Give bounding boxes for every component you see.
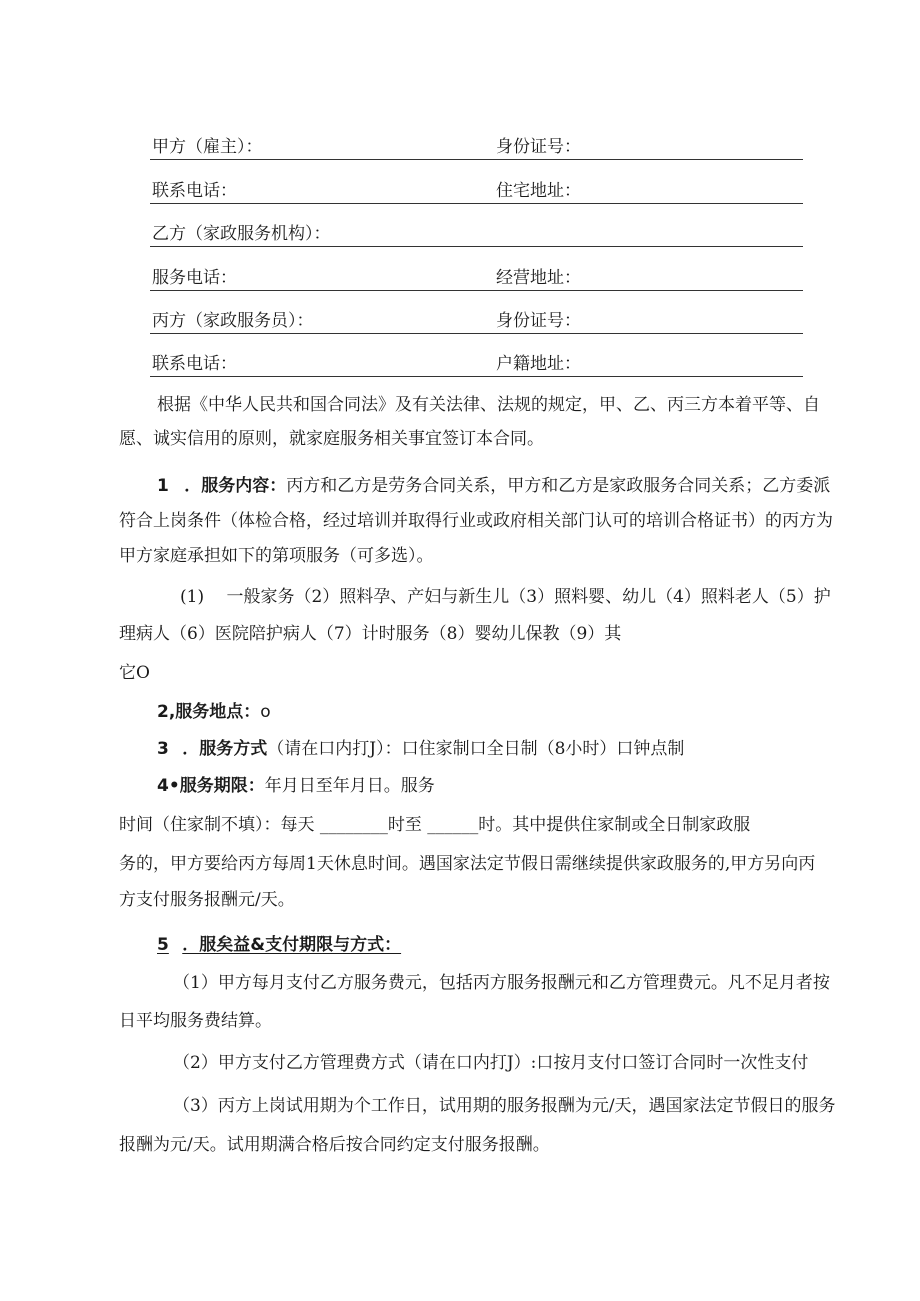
field-row-agency xyxy=(150,220,803,247)
section-1-line-1 xyxy=(157,476,830,496)
section-5-p3-line-1: （3）丙方上岗试用期为个工作日，试用期的服务报酬为元/天，遇国家法定节假日的服务 xyxy=(173,1096,836,1116)
section-1-line-3: 甲方家庭承担如下的第项服务（可多选）。 xyxy=(119,546,434,566)
agency-label: 乙方（家政服务机构）： xyxy=(152,224,331,244)
section-5-title: ．服矣益&支付期限与方式： xyxy=(182,935,402,955)
field-row-agency-contact xyxy=(150,264,803,291)
section-5-p3-line-2: 报酬为元/天。试用期满合格后按合同约定支付服务报酬。 xyxy=(119,1135,550,1155)
field-row-employer-contact xyxy=(150,177,803,204)
section-5-line xyxy=(157,935,401,955)
section-4-line-1 xyxy=(157,776,435,796)
field-row-worker xyxy=(150,307,803,334)
section-3-number: 3 xyxy=(157,739,169,759)
employer-label: 甲方（雇主）： xyxy=(152,137,263,157)
options-line-2: 理病人（6）医院陪护病人（7）计时服务（8）婴幼儿保教（9）其 xyxy=(119,624,622,644)
home-address-label: 住宅地址： xyxy=(496,181,581,201)
section-5-number: 5 xyxy=(157,935,169,955)
worker-id-label: 身份证号： xyxy=(496,311,581,331)
preamble-line-2: 愿、诚实信用的原则，就家庭服务相关事宜签订本合同。 xyxy=(119,429,544,449)
section-5-p1-line-2: 日平均服务费结算。 xyxy=(119,1011,272,1031)
preamble-line-1: 根据《中华人民共和国合同法》及有关法律、法规的规定，甲、乙、丙三方本着平等、自 xyxy=(157,395,820,415)
section-4-line-4: 方支付服务报酬元/天。 xyxy=(119,890,295,910)
id-number-label: 身份证号： xyxy=(496,137,581,157)
worker-label: 丙方（家政服务员）： xyxy=(152,311,314,331)
section-2-line xyxy=(157,702,271,722)
section-3-line xyxy=(157,739,684,759)
worker-phone-label: 联系电话： xyxy=(152,354,237,374)
household-address-label: 户籍地址： xyxy=(496,354,581,374)
business-address-label: 经营地址： xyxy=(496,268,581,288)
section-3-text: （请在口内打J）：口住家制口全日制（8小时）口钟点制 xyxy=(267,739,685,759)
service-phone-label: 服务电话： xyxy=(152,268,237,288)
field-row-employer xyxy=(150,133,803,160)
section-2-tail: o xyxy=(260,702,271,722)
section-1-line-2: 符合上岗条件（体检合格，经过培训并取得行业或政府相关部门认可的培训合格证书）的丙方为 xyxy=(119,511,833,531)
section-5-p2-line-1: （2）甲方支付乙方管理费方式（请在口内打J）:口按月支付口签订合同时一次性支付 xyxy=(173,1053,809,1073)
field-row-worker-contact xyxy=(150,350,803,377)
section-5-p1-line-1: （1）甲方每月支付乙方服务费元，包括丙方服务报酬元和乙方管理费元。凡不足月者按 xyxy=(173,973,830,993)
section-3-title: ．服务方式 xyxy=(182,739,268,759)
section-1-number: 1 xyxy=(157,476,169,496)
section-4-text: 年月日至年月日。服务 xyxy=(264,776,435,796)
options-line-3: 它O xyxy=(119,663,150,683)
section-4-line-3: 务的，甲方要给丙方每周1天休息时间。遇国家法定节假日需继续提供家政服务的,甲方另向丙 xyxy=(119,854,816,874)
options-line-1: (1) 一般家务（2）照料孕、产妇与新生儿（3）照料婴、幼儿（4）照料老人（5）护 xyxy=(180,587,831,607)
phone-label: 联系电话： xyxy=(152,181,237,201)
section-4-line-2: 时间（住家制不填）：每天 ________时至 ______时。其中提供住家制或全日制家政服 xyxy=(119,815,751,835)
section-4-title: 4•服务期限： xyxy=(157,776,265,796)
section-1-title: ．服务内容： xyxy=(184,476,287,496)
section-1-text: 丙方和乙方是劳务合同关系，甲方和乙方是家政服务合同关系；乙方委派 xyxy=(286,476,831,496)
section-2-title: 2,服务地点： xyxy=(157,702,261,722)
